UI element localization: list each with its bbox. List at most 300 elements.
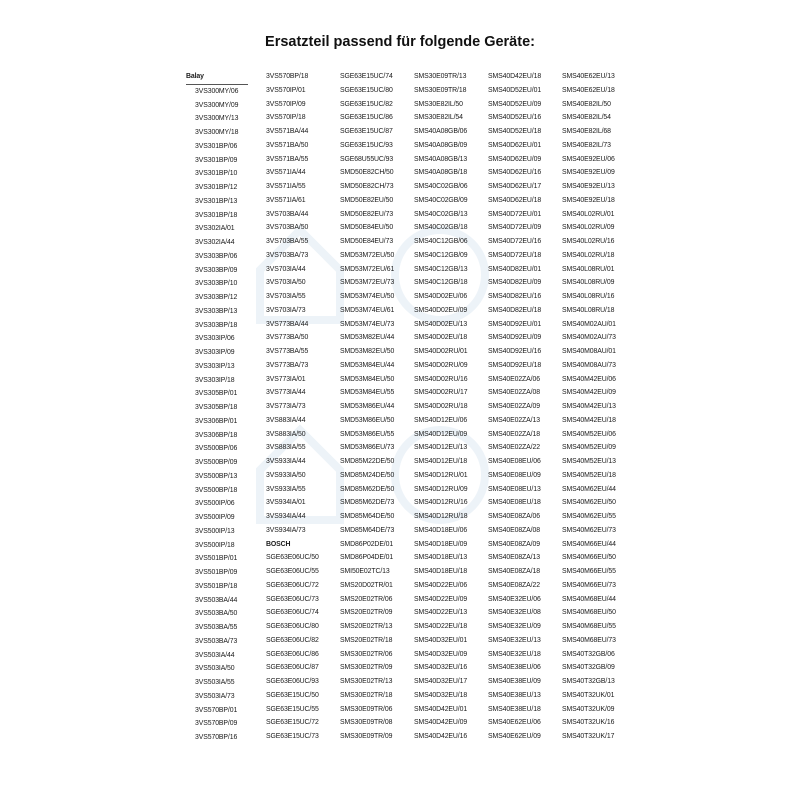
model-number: SMS40D02EU/13 — [414, 320, 468, 328]
model-number: SMD53M84EU/50 — [340, 375, 395, 383]
model-number: 3VS773IA/73 — [266, 403, 306, 410]
model-number: SMS40T32UK/01 — [562, 691, 615, 699]
model-number: SMS40E82IL/73 — [562, 141, 611, 149]
model-number: SMS40E02ZA/06 — [488, 375, 540, 383]
model-column — [266, 70, 340, 745]
model-number: SMS40T32UK/09 — [562, 705, 615, 713]
model-number: 3VS500IP/18 — [195, 541, 235, 549]
model-number: SMS40E08ZA/22 — [488, 581, 540, 589]
model-number: SMS30E09TR/09 — [340, 733, 393, 740]
model-number: 3VS570IP/01 — [266, 86, 306, 94]
model-number: 3VS703IA/55 — [266, 293, 306, 300]
model-number: SMD53M72EU/50 — [340, 251, 395, 259]
model-number: SMD85M62DE/73 — [340, 499, 395, 507]
model-number: SMS40D12RU/16 — [414, 499, 468, 507]
model-number: SMS40E32EU/09 — [488, 623, 541, 630]
model-number: SMS40D32EU/01 — [414, 636, 468, 644]
model-number: SMS40D02RU/18 — [414, 403, 468, 410]
model-number: SMD85M64DE/73 — [340, 526, 395, 534]
model-number: 3VS303IP/13 — [195, 362, 235, 370]
model-number: SGE63E15UC/82 — [340, 100, 393, 108]
model-number: SMD53M86EU/50 — [340, 416, 395, 424]
model-number: SMS40D72EU/18 — [488, 251, 542, 259]
page-title: Ersatzteil passend für folgende Geräte: — [265, 34, 535, 50]
model-number: SMS40E82IL/68 — [562, 128, 611, 135]
model-number: SMS40E62EU/18 — [562, 86, 615, 94]
model-number: SMS40E08ZA/09 — [488, 540, 540, 548]
model-number: SMS40D62EU/17 — [488, 183, 542, 190]
model-number: SMS40M68EU/55 — [562, 623, 616, 630]
model-number: 3VS500BP/13 — [195, 472, 238, 480]
model-number: SMS40D92EU/16 — [488, 348, 542, 355]
model-number: SMS40A08GB/13 — [414, 155, 468, 163]
model-number: SMS30E02TR/06 — [340, 650, 393, 658]
model-number: SGE63E15UC/80 — [340, 86, 393, 94]
model-number: SMS40E82IL/54 — [562, 114, 611, 122]
model-number: SGE63E06UC/82 — [266, 636, 319, 644]
model-number: 3VS503IA/73 — [195, 692, 235, 700]
model-number: SMS40E08ZA/13 — [488, 554, 540, 562]
model-number: 3VS305BP/18 — [195, 404, 238, 411]
model-number: 3VS303BP/06 — [195, 252, 238, 260]
model-number: SMS40M66EU/44 — [562, 540, 616, 548]
model-number: 3VS773IA/44 — [266, 389, 306, 397]
model-number: SMS40D18EU/18 — [414, 568, 468, 575]
model-number: SMS40D52EU/16 — [488, 114, 542, 122]
model-number: SMD53M84EU/55 — [340, 389, 395, 397]
model-number: SMS40M02AU/01 — [562, 320, 616, 328]
model-number: 3VS301BP/12 — [195, 184, 238, 191]
model-number: 3VS503BA/44 — [195, 596, 238, 604]
model-number: SMS40E02ZA/13 — [488, 416, 540, 424]
model-number: 3VS301BP/13 — [195, 197, 238, 205]
model-number: SGE63E15UC/74 — [340, 73, 393, 80]
model-number: SGE63E06UC/87 — [266, 664, 319, 672]
model-number: 3VS571BA/50 — [266, 141, 309, 149]
model-number: 3VS301BP/10 — [195, 170, 238, 178]
model-number: 3VS883IA/44 — [266, 416, 306, 424]
model-number: 3VS303BP/12 — [195, 294, 238, 301]
model-number: SMD53M82EU/44 — [340, 334, 395, 342]
model-number: SMS40E82IL/50 — [562, 100, 611, 108]
model-number: 3VS301BP/18 — [195, 211, 238, 219]
model-number: SMD53M82EU/50 — [340, 348, 395, 355]
model-number: SMS40D62EU/18 — [488, 196, 542, 204]
model-number: SMS40L08RU/16 — [562, 293, 615, 300]
model-number: SMS40D18EU/09 — [414, 540, 468, 548]
model-number: SMS40E38EU/09 — [488, 678, 541, 685]
model-number: SMS40A08GB/09 — [414, 141, 468, 149]
model-number: SMD53M86EU/73 — [340, 444, 395, 452]
model-number: SMS30E02TR/13 — [340, 678, 393, 685]
model-number: SMS40A08GB/18 — [414, 169, 468, 177]
model-number: 3VS500IP/06 — [195, 500, 235, 508]
model-number: SGE63E15UC/87 — [340, 128, 393, 135]
model-number: SMD53M72EU/73 — [340, 279, 395, 287]
model-number: SMS40D82EU/16 — [488, 293, 542, 300]
model-number: 3VS570BP/09 — [195, 720, 238, 728]
model-number: SMS20E02TR/13 — [340, 623, 393, 630]
model-number: SMD53M86EU/44 — [340, 403, 395, 410]
model-number: SMS40M62EU/73 — [562, 526, 616, 534]
model-column — [488, 70, 562, 745]
model-number: SMS40E62EU/13 — [562, 73, 615, 80]
model-number: SMS40D62EU/09 — [488, 155, 542, 163]
model-number: SMS40D82EU/18 — [488, 306, 542, 314]
model-number: SMS40C12GB/13 — [414, 265, 468, 273]
model-number: SGE63E06UC/50 — [266, 554, 319, 562]
model-number: SMS40M08AU/01 — [562, 348, 616, 355]
model-number: SGE63E06UC/86 — [266, 650, 319, 658]
model-number: SGE63E15UC/73 — [266, 733, 319, 740]
model-number: SMS40E32EU/18 — [488, 650, 541, 658]
model-number: SMS40D52EU/09 — [488, 100, 542, 108]
model-number: SMS40C02GB/09 — [414, 196, 468, 204]
model-number: SMS40D12EU/18 — [414, 458, 468, 465]
model-number: SGE63E06UC/74 — [266, 609, 319, 617]
model-number: SGE63E06UC/72 — [266, 581, 319, 589]
model-number: 3VS301BP/09 — [195, 156, 238, 164]
model-number: SMS40D32EU/17 — [414, 678, 468, 685]
model-number: SMS40D72EU/01 — [488, 210, 542, 218]
model-number: 3VS703IA/50 — [266, 279, 306, 287]
model-number: SMS40E32EU/06 — [488, 595, 541, 603]
model-column — [414, 70, 488, 745]
model-number: SMS40C02GB/06 — [414, 183, 468, 190]
model-number: SMS40E62EU/09 — [488, 733, 541, 740]
model-number: SMS40E92EU/13 — [562, 183, 615, 190]
model-number: 3VS773BA/55 — [266, 348, 309, 355]
model-number: 3VS570BP/16 — [195, 734, 238, 741]
model-number: SMS40E08ZA/08 — [488, 526, 540, 534]
model-number: SGE63E06UC/73 — [266, 595, 319, 603]
model-number: 3VS703BA/55 — [266, 238, 309, 245]
model-column — [562, 70, 636, 745]
model-number: SMS40L02RU/18 — [562, 251, 615, 259]
model-number: SMS40E32EU/08 — [488, 609, 541, 617]
model-number: 3VS934IA/01 — [266, 499, 306, 507]
model-number: 3VS303IP/09 — [195, 349, 235, 356]
model-number: SMS40D22EU/09 — [414, 595, 468, 603]
model-number: 3VS300MY/09 — [195, 101, 239, 109]
model-number: SMS40M42EU/09 — [562, 389, 616, 397]
model-number: 3VS503BA/73 — [195, 637, 238, 645]
model-number: SMS40E38EU/18 — [488, 705, 541, 713]
model-number: SMS40E08EU/06 — [488, 458, 541, 465]
model-number: SMS40D92EU/18 — [488, 361, 542, 369]
model-number: SMS40D92EU/09 — [488, 334, 542, 342]
model-number: SMS40T32UK/16 — [562, 719, 615, 727]
model-number: 3VS773BA/73 — [266, 361, 309, 369]
model-number: 3VS500IP/13 — [195, 527, 235, 535]
model-number: SGE63E15UC/93 — [340, 141, 393, 149]
model-number: 3VS503BA/50 — [195, 610, 238, 618]
model-number: 3VS503BA/55 — [195, 624, 238, 631]
model-number: SMS40M52EU/18 — [562, 471, 616, 479]
model-number: SMD50E82EU/50 — [340, 196, 394, 204]
model-number: 3VS300MY/13 — [195, 115, 239, 123]
model-number: SMS40M66EU/50 — [562, 554, 616, 562]
model-number: 3VS933IA/50 — [266, 471, 306, 479]
model-number: SGE63E06UC/55 — [266, 568, 319, 575]
model-number: 3VS570IP/09 — [266, 100, 306, 108]
model-number: SMS40D02EU/09 — [414, 306, 468, 314]
model-number: SMS40D62EU/16 — [488, 169, 542, 177]
model-number: SMS40D32EU/18 — [414, 691, 468, 699]
brand-label: BOSCH — [266, 540, 291, 548]
model-number: SMS40D12RU/18 — [414, 513, 468, 520]
model-number: SMS40T32GB/06 — [562, 650, 615, 658]
model-number: 3VS300MY/18 — [195, 129, 239, 136]
model-number: 3VS933IA/44 — [266, 458, 306, 465]
model-number: 3VS773IA/01 — [266, 375, 306, 383]
model-number: SMS30E09TR/08 — [340, 719, 393, 727]
model-number: 3VS934IA/73 — [266, 526, 306, 534]
model-number: 3VS883IA/55 — [266, 444, 306, 452]
model-number: SMI50E02TC/13 — [340, 568, 390, 575]
model-number: SMD53M74EU/73 — [340, 320, 395, 328]
model-number: 3VS303BP/10 — [195, 280, 238, 288]
model-number: SMS40M52EU/06 — [562, 430, 616, 438]
model-number: SMS40D52EU/18 — [488, 128, 542, 135]
model-number: SMS40D12EU/09 — [414, 430, 468, 438]
model-number: SMS40M66EU/73 — [562, 581, 616, 589]
model-number: SMS30E82IL/50 — [414, 100, 463, 108]
model-number: SMS40L02RU/01 — [562, 210, 615, 218]
model-number: SMS40D02EU/06 — [414, 293, 468, 300]
model-number: SMS40D32EU/09 — [414, 650, 468, 658]
model-number: SMS40D42EU/18 — [488, 73, 542, 80]
model-number: 3VS305BP/01 — [195, 390, 238, 398]
model-number: SMS40L08RU/09 — [562, 279, 615, 287]
model-number: SMS40M42EU/18 — [562, 416, 616, 424]
model-number: 3VS570IP/18 — [266, 114, 306, 122]
model-number: 3VS303BP/09 — [195, 266, 238, 274]
model-number: SGE68U55UC/93 — [340, 155, 394, 163]
model-number: 3VS571IA/55 — [266, 183, 306, 190]
model-number: SMD50E82CH/50 — [340, 169, 394, 177]
model-number: SMS40M68EU/73 — [562, 636, 616, 644]
model-number: SMS40C02GB/18 — [414, 224, 468, 232]
model-number: 3VS703BA/73 — [266, 251, 309, 259]
model-number: SMS30E02TR/18 — [340, 691, 393, 699]
model-number: SMS40D22EU/18 — [414, 623, 468, 630]
model-number: 3VS306BP/18 — [195, 431, 238, 439]
model-number: SMS40T32GB/13 — [562, 678, 615, 685]
model-number: 3VS503IA/50 — [195, 665, 235, 673]
model-number: SMS30E09TR/18 — [414, 86, 467, 94]
model-number: SMS40E02ZA/22 — [488, 444, 540, 452]
model-number: 3VS934IA/44 — [266, 513, 306, 520]
model-number: SMD53M74EU/61 — [340, 306, 395, 314]
model-number: 3VS570BP/01 — [195, 706, 238, 714]
model-number: SMS40D18EU/06 — [414, 526, 468, 534]
model-number: SMD50E82EU/73 — [340, 210, 394, 218]
model-number: SMS40D22EU/13 — [414, 609, 468, 617]
model-number: SMS40C12GB/06 — [414, 238, 468, 245]
model-number: SMS40D72EU/16 — [488, 238, 542, 245]
model-number: SMD86P02DE/01 — [340, 540, 394, 548]
model-number: 3VS303BP/13 — [195, 307, 238, 315]
model-number: SMD53M84EU/44 — [340, 361, 395, 369]
model-number: SMD85M64DE/50 — [340, 513, 395, 520]
model-column — [186, 70, 266, 745]
model-number: SGE63E15UC/55 — [266, 705, 319, 713]
model-number: SMS40E32EU/13 — [488, 636, 541, 644]
model-number: SMS40M42EU/06 — [562, 375, 616, 383]
model-number: SGE63E06UC/80 — [266, 623, 319, 630]
model-number: SMS40D72EU/09 — [488, 224, 542, 232]
model-number: 3VS500BP/09 — [195, 459, 238, 466]
model-number: 3VS300MY/06 — [195, 87, 239, 95]
model-number: SMD85M24DE/50 — [340, 471, 395, 479]
model-number: SMD85M22DE/50 — [340, 458, 395, 465]
model-number: SMS40L08RU/18 — [562, 306, 615, 314]
model-number: SMS40D12RU/01 — [414, 471, 468, 479]
model-number: SMS40C12GB/18 — [414, 279, 468, 287]
model-number: SGE63E15UC/86 — [340, 114, 393, 122]
model-number: 3VS302IA/01 — [195, 225, 235, 233]
model-number: SMS40M68EU/44 — [562, 595, 616, 603]
model-number: 3VS303IP/06 — [195, 335, 235, 343]
model-number: SMS40E92EU/09 — [562, 169, 615, 177]
model-number: 3VS503IA/55 — [195, 679, 235, 686]
model-number: SMS40D62EU/01 — [488, 141, 542, 149]
model-number: 3VS703BA/44 — [266, 210, 309, 218]
model-number: SMD53M72EU/61 — [340, 265, 395, 273]
model-number: 3VS306BP/01 — [195, 417, 238, 425]
model-number: SMS40E08EU/09 — [488, 471, 541, 479]
model-number: SMS20D02TR/01 — [340, 581, 393, 589]
model-number: 3VS301BP/06 — [195, 142, 238, 150]
model-number: SGE63E06UC/93 — [266, 678, 319, 685]
model-number: 3VS503IA/44 — [195, 651, 235, 659]
model-number: SMS40L02RU/16 — [562, 238, 615, 245]
model-number: SMS40D52EU/01 — [488, 86, 542, 94]
model-number: SMS40M62EU/50 — [562, 499, 616, 507]
model-number: 3VS703BA/50 — [266, 224, 309, 232]
model-number: SMS40D32EU/16 — [414, 664, 468, 672]
model-number: 3VS501BP/01 — [195, 555, 238, 563]
model-number: 3VS883IA/50 — [266, 430, 306, 438]
model-number: SMS30E09TR/13 — [414, 73, 467, 80]
model-number: SMS40M52EU/13 — [562, 458, 616, 465]
model-number: 3VS703IA/44 — [266, 265, 306, 273]
model-number: SMD86P04DE/01 — [340, 554, 394, 562]
model-number: SMS40E08EU/13 — [488, 485, 541, 493]
model-number: SMS40D02RU/01 — [414, 348, 468, 355]
model-number: 3VS571IA/44 — [266, 169, 306, 177]
model-number: 3VS500BP/06 — [195, 445, 238, 453]
model-number: 3VS773BA/44 — [266, 320, 309, 328]
model-number: SMS40E08ZA/18 — [488, 568, 540, 575]
model-number: SMS40C02GB/13 — [414, 210, 468, 218]
model-number: SMS20E02TR/18 — [340, 636, 393, 644]
model-number: SMS40C12GB/09 — [414, 251, 468, 259]
model-number: 3VS571IA/61 — [266, 196, 306, 204]
model-number: SMS40D12EU/06 — [414, 416, 468, 424]
model-number: SMS40M02AU/73 — [562, 334, 616, 342]
model-number: 3VS773BA/50 — [266, 334, 309, 342]
model-number: 3VS500IP/09 — [195, 514, 235, 521]
model-number: SMS40E38EU/06 — [488, 664, 541, 672]
model-number: SMS40M42EU/13 — [562, 403, 616, 410]
model-number: SMS40M62EU/55 — [562, 513, 616, 520]
model-column — [340, 70, 414, 745]
model-number: SGE63E15UC/50 — [266, 691, 319, 699]
model-number: SMS40M66EU/55 — [562, 568, 616, 575]
model-number: SMS40D18EU/13 — [414, 554, 468, 562]
model-number: SMS40L02RU/09 — [562, 224, 615, 232]
model-number: SMS40E62EU/06 — [488, 719, 541, 727]
model-number: SMS40D02RU/09 — [414, 361, 468, 369]
model-number: 3VS501BP/09 — [195, 569, 238, 576]
model-number: 3VS302IA/44 — [195, 239, 235, 246]
model-number: SMS40D82EU/01 — [488, 265, 542, 273]
compatible-devices-table — [186, 70, 636, 745]
model-number: SMS40E38EU/13 — [488, 691, 541, 699]
model-number: SMS40D42EU/16 — [414, 733, 468, 740]
model-number: SMS40D02EU/18 — [414, 334, 468, 342]
model-number: 3VS570BP/18 — [266, 73, 309, 80]
model-number: SMD50E84EU/73 — [340, 238, 394, 245]
model-number: SMS40E92EU/06 — [562, 155, 615, 163]
model-number: SMS40D42EU/01 — [414, 705, 468, 713]
model-number: SMS40M52EU/09 — [562, 444, 616, 452]
model-number: SMS40A08GB/06 — [414, 128, 468, 135]
model-number: SMS40M68EU/50 — [562, 609, 616, 617]
model-number: 3VS303BP/18 — [195, 321, 238, 329]
model-number: SMS40T32GB/09 — [562, 664, 615, 672]
model-number: SMS30E82IL/54 — [414, 114, 463, 122]
model-number: SMS40D12EU/13 — [414, 444, 468, 452]
model-number: 3VS933IA/55 — [266, 485, 306, 493]
model-number: SMS40D82EU/09 — [488, 279, 542, 287]
model-number: 3VS303IP/18 — [195, 376, 235, 384]
model-number: SMS40E02ZA/18 — [488, 430, 540, 438]
model-number: SMD50E82CH/73 — [340, 183, 394, 190]
model-number: SMS40D22EU/06 — [414, 581, 468, 589]
model-number: 3VS501BP/18 — [195, 582, 238, 590]
model-number: SMD53M86EU/55 — [340, 430, 395, 438]
model-number: 3VS571BA/55 — [266, 155, 309, 163]
model-number: SMS40D12RU/09 — [414, 485, 468, 493]
model-number: SMS40D02RU/17 — [414, 389, 468, 397]
model-number: 3VS571BA/44 — [266, 128, 309, 135]
model-number: SMD85M62DE/50 — [340, 485, 395, 493]
model-number: SMS40D92EU/01 — [488, 320, 542, 328]
model-number: SMS40L08RU/01 — [562, 265, 615, 273]
model-number: SMS40E08EU/18 — [488, 499, 541, 507]
model-number: SMS40E02ZA/08 — [488, 389, 540, 397]
model-number: SMS40D42EU/09 — [414, 719, 468, 727]
model-number: SMD53M74EU/50 — [340, 293, 395, 300]
model-number: SMS30E02TR/09 — [340, 664, 393, 672]
model-number: SMS30E09TR/06 — [340, 705, 393, 713]
model-number: SMD50E84EU/50 — [340, 224, 394, 232]
model-number: SMS40E02ZA/09 — [488, 403, 540, 410]
model-number: SMS20E02TR/06 — [340, 595, 393, 603]
model-number: SMS40M62EU/44 — [562, 485, 616, 493]
model-number: SMS20E02TR/09 — [340, 609, 393, 617]
model-number: SMS40E08ZA/06 — [488, 513, 540, 520]
model-number: SMS40M08AU/73 — [562, 361, 616, 369]
model-number: SMS40E92EU/18 — [562, 196, 615, 204]
model-number: 3VS500BP/18 — [195, 486, 238, 494]
model-number: 3VS703IA/73 — [266, 306, 306, 314]
model-number: SGE63E15UC/72 — [266, 719, 319, 727]
model-number: SMS40D02RU/16 — [414, 375, 468, 383]
